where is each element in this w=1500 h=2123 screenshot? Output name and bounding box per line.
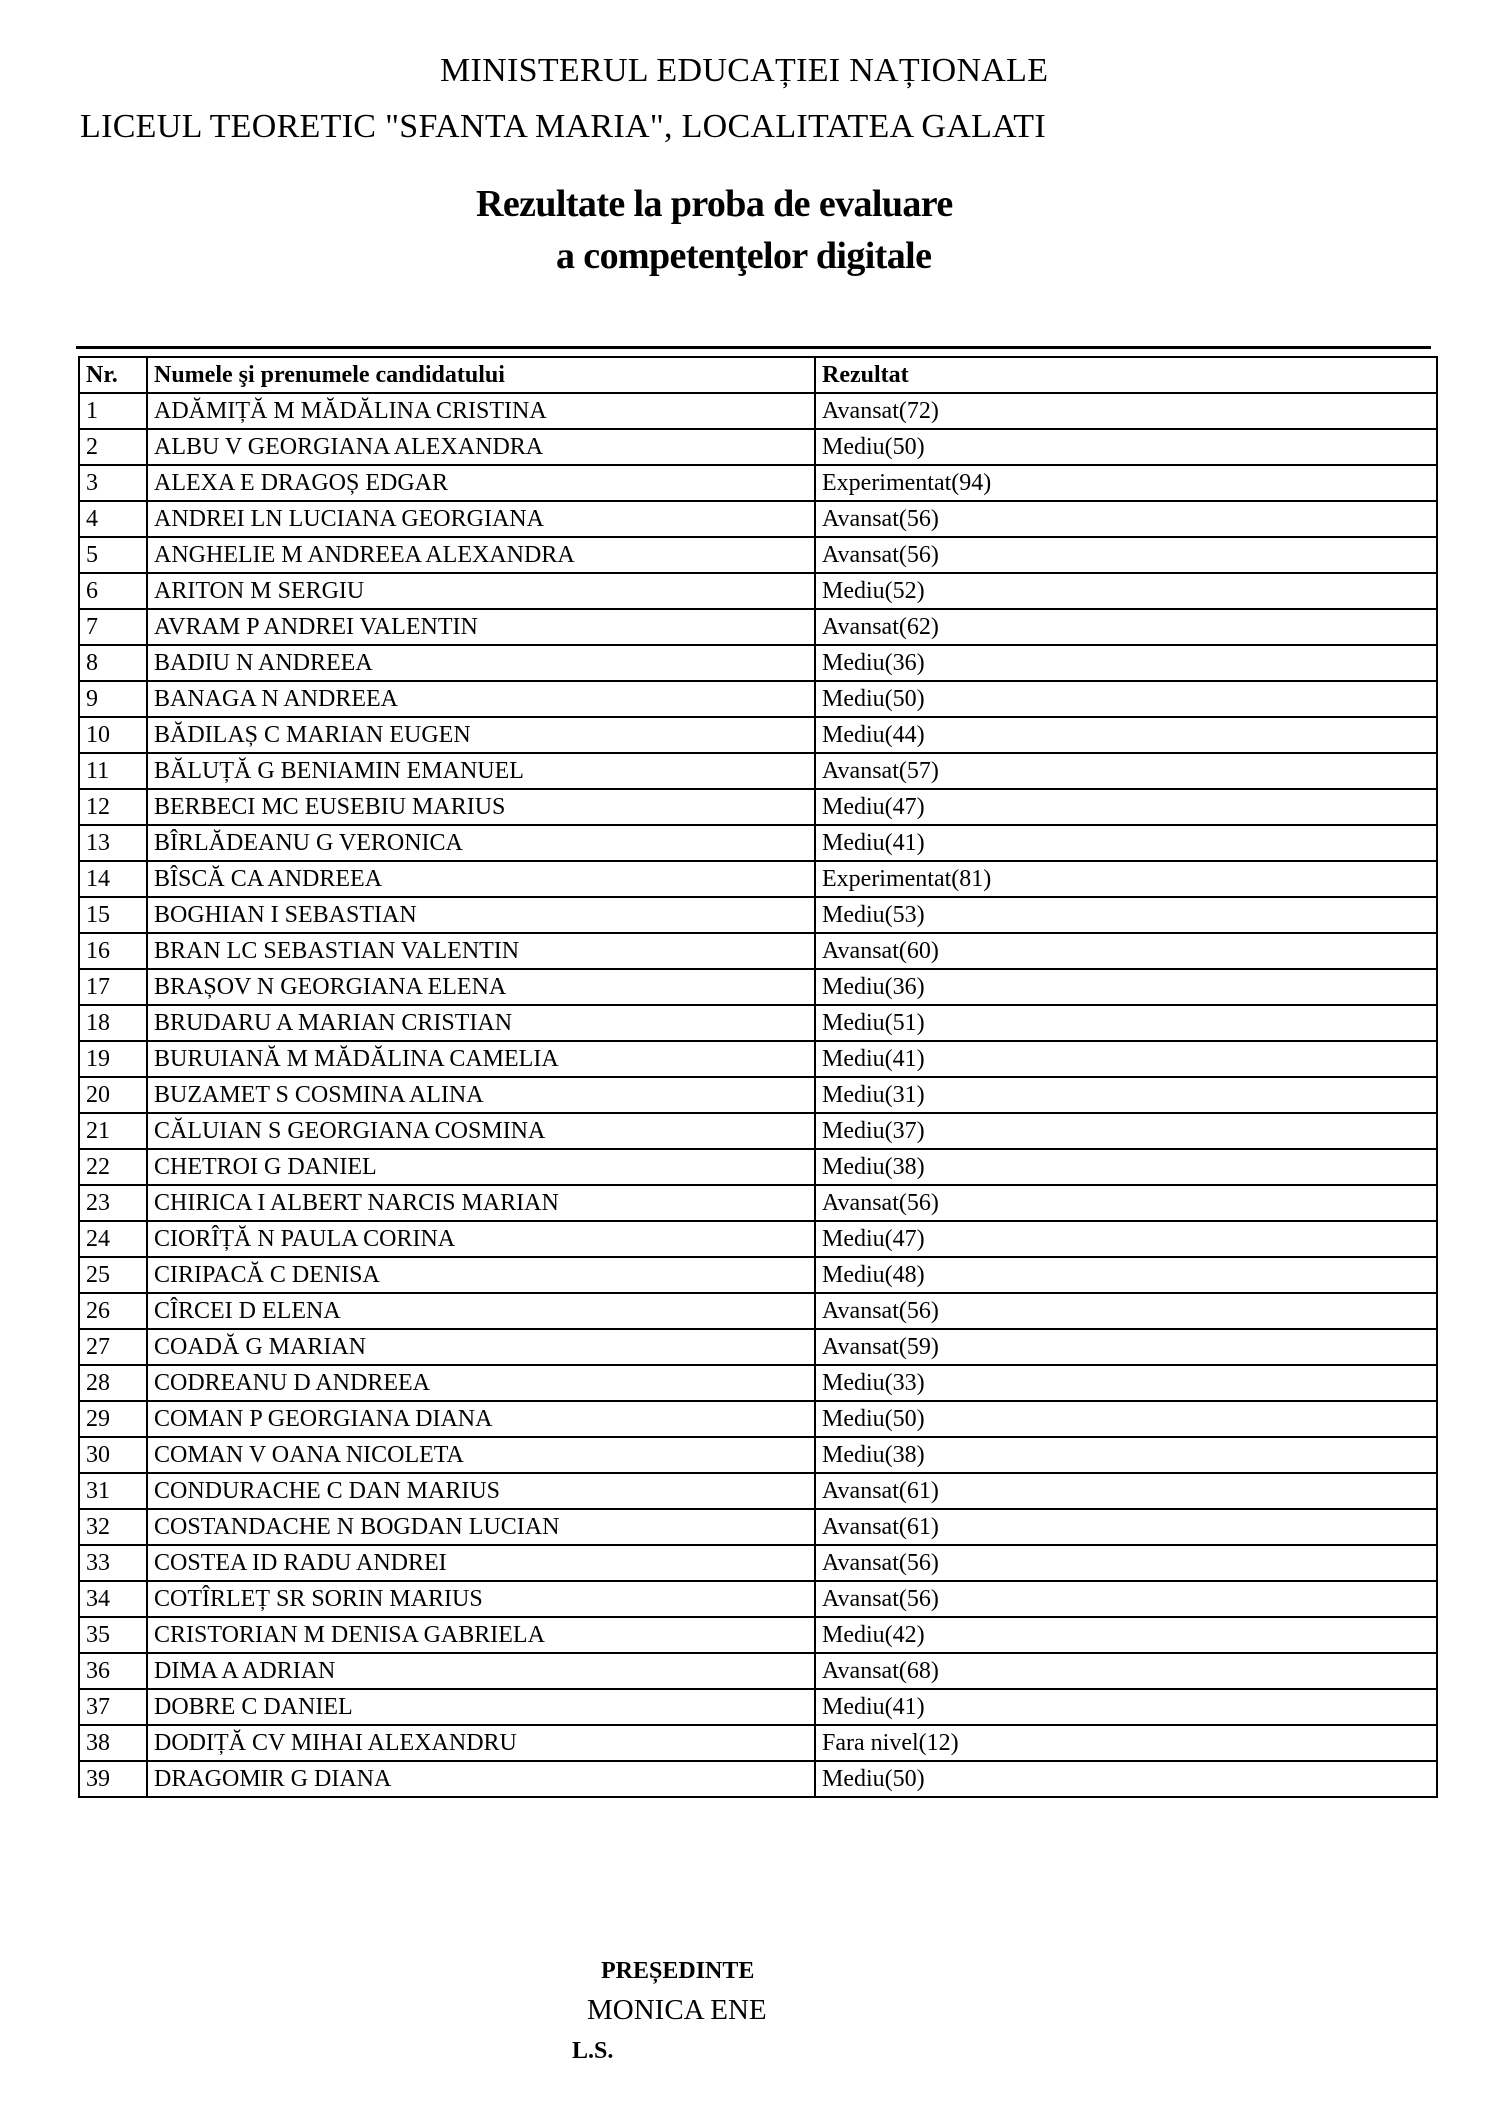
result-value: Mediu(36) (815, 969, 1437, 1005)
school-heading: LICEUL TEORETIC "SFANTA MARIA", LOCALITATEA GALATI (80, 108, 1046, 145)
results-table-body (79, 393, 1437, 1797)
table-row (79, 1113, 1437, 1149)
table-row (79, 897, 1437, 933)
table-row (79, 1077, 1437, 1113)
table-row (79, 1329, 1437, 1365)
table-row (79, 1041, 1437, 1077)
candidate-name: BRUDARU A MARIAN CRISTIAN (147, 1005, 815, 1041)
column-header-nr: Nr. (79, 357, 147, 393)
table-row (79, 645, 1437, 681)
candidate-name: CHIRICA I ALBERT NARCIS MARIAN (147, 1185, 815, 1221)
row-number: 17 (79, 969, 147, 1005)
row-number: 35 (79, 1617, 147, 1653)
row-number: 19 (79, 1041, 147, 1077)
result-value: Mediu(31) (815, 1077, 1437, 1113)
result-value: Mediu(41) (815, 1689, 1437, 1725)
table-row (79, 537, 1437, 573)
result-value: Mediu(41) (815, 825, 1437, 861)
table-row (79, 933, 1437, 969)
row-number: 20 (79, 1077, 147, 1113)
row-number: 15 (79, 897, 147, 933)
candidate-name: ANDREI LN LUCIANA GEORGIANA (147, 501, 815, 537)
candidate-name: BURUIANĂ M MĂDĂLINA CAMELIA (147, 1041, 815, 1077)
candidate-name: ARITON M SERGIU (147, 573, 815, 609)
table-row (79, 1005, 1437, 1041)
result-value: Avansat(61) (815, 1473, 1437, 1509)
result-value: Mediu(48) (815, 1257, 1437, 1293)
result-value: Mediu(53) (815, 897, 1437, 933)
ministry-heading: MINISTERUL EDUCAȚIEI NAȚIONALE (440, 52, 1049, 89)
table-row (79, 1437, 1437, 1473)
candidate-name: BĂLUȚĂ G BENIAMIN EMANUEL (147, 753, 815, 789)
result-value: Mediu(37) (815, 1113, 1437, 1149)
candidate-name: ALEXA E DRAGOȘ EDGAR (147, 465, 815, 501)
result-value: Mediu(51) (815, 1005, 1437, 1041)
candidate-name: COMAN P GEORGIANA DIANA (147, 1401, 815, 1437)
result-value: Fara nivel(12) (815, 1725, 1437, 1761)
row-number: 13 (79, 825, 147, 861)
candidate-name: CRISTORIAN M DENISA GABRIELA (147, 1617, 815, 1653)
candidate-name: BADIU N ANDREEA (147, 645, 815, 681)
candidate-name: ANGHELIE M ANDREEA ALEXANDRA (147, 537, 815, 573)
candidate-name: CONDURACHE C DAN MARIUS (147, 1473, 815, 1509)
result-value: Avansat(59) (815, 1329, 1437, 1365)
row-number: 24 (79, 1221, 147, 1257)
result-value: Mediu(50) (815, 1761, 1437, 1797)
table-row (79, 1149, 1437, 1185)
result-value: Avansat(62) (815, 609, 1437, 645)
row-number: 7 (79, 609, 147, 645)
table-header-row (79, 357, 1437, 393)
row-number: 33 (79, 1545, 147, 1581)
table-row (79, 1725, 1437, 1761)
result-value: Mediu(52) (815, 573, 1437, 609)
candidate-name: BRAȘOV N GEORGIANA ELENA (147, 969, 815, 1005)
table-row (79, 825, 1437, 861)
table-row (79, 789, 1437, 825)
header-divider (76, 346, 1431, 349)
result-value: Mediu(36) (815, 645, 1437, 681)
candidate-name: CÎRCEI D ELENA (147, 1293, 815, 1329)
row-number: 18 (79, 1005, 147, 1041)
result-value: Mediu(38) (815, 1437, 1437, 1473)
row-number: 1 (79, 393, 147, 429)
signature-name: MONICA ENE (587, 1994, 767, 2026)
result-value: Experimentat(81) (815, 861, 1437, 897)
candidate-name: COTÎRLEȚ SR SORIN MARIUS (147, 1581, 815, 1617)
table-row (79, 1257, 1437, 1293)
candidate-name: BUZAMET S COSMINA ALINA (147, 1077, 815, 1113)
candidate-name: BRAN LC SEBASTIAN VALENTIN (147, 933, 815, 969)
candidate-name: BÎSCĂ CA ANDREEA (147, 861, 815, 897)
table-row (79, 1545, 1437, 1581)
result-value: Mediu(41) (815, 1041, 1437, 1077)
table-row (79, 1581, 1437, 1617)
row-number: 36 (79, 1653, 147, 1689)
document-title-line-1: Rezultate la proba de evaluare (476, 183, 953, 225)
candidate-name: DRAGOMIR G DIANA (147, 1761, 815, 1797)
row-number: 16 (79, 933, 147, 969)
row-number: 27 (79, 1329, 147, 1365)
candidate-name: DIMA A ADRIAN (147, 1653, 815, 1689)
table-row (79, 1653, 1437, 1689)
row-number: 10 (79, 717, 147, 753)
result-value: Avansat(56) (815, 1293, 1437, 1329)
candidate-name: COSTANDACHE N BOGDAN LUCIAN (147, 1509, 815, 1545)
row-number: 28 (79, 1365, 147, 1401)
candidate-name: DODIȚĂ CV MIHAI ALEXANDRU (147, 1725, 815, 1761)
row-number: 2 (79, 429, 147, 465)
row-number: 26 (79, 1293, 147, 1329)
result-value: Avansat(72) (815, 393, 1437, 429)
result-value: Avansat(56) (815, 537, 1437, 573)
row-number: 3 (79, 465, 147, 501)
candidate-name: CIORÎȚĂ N PAULA CORINA (147, 1221, 815, 1257)
candidate-name: BOGHIAN I SEBASTIAN (147, 897, 815, 933)
candidate-name: ADĂMIȚĂ M MĂDĂLINA CRISTINA (147, 393, 815, 429)
result-value: Avansat(56) (815, 501, 1437, 537)
result-value: Avansat(57) (815, 753, 1437, 789)
table-row (79, 1617, 1437, 1653)
table-row (79, 393, 1437, 429)
signature-title: PREȘEDINTE (601, 1958, 755, 1984)
table-row (79, 1401, 1437, 1437)
row-number: 23 (79, 1185, 147, 1221)
row-number: 39 (79, 1761, 147, 1797)
result-value: Mediu(33) (815, 1365, 1437, 1401)
row-number: 34 (79, 1581, 147, 1617)
column-header-result: Rezultat (815, 357, 1437, 393)
table-row (79, 969, 1437, 1005)
row-number: 6 (79, 573, 147, 609)
table-row (79, 1473, 1437, 1509)
row-number: 11 (79, 753, 147, 789)
candidate-name: CĂLUIAN S GEORGIANA COSMINA (147, 1113, 815, 1149)
table-row (79, 1689, 1437, 1725)
stamp-label: L.S. (572, 2038, 614, 2064)
table-row (79, 1509, 1437, 1545)
table-row (79, 609, 1437, 645)
result-value: Mediu(50) (815, 1401, 1437, 1437)
table-row (79, 717, 1437, 753)
result-value: Mediu(47) (815, 1221, 1437, 1257)
candidate-name: AVRAM P ANDREI VALENTIN (147, 609, 815, 645)
table-row (79, 1761, 1437, 1797)
result-value: Avansat(56) (815, 1185, 1437, 1221)
result-value: Mediu(50) (815, 681, 1437, 717)
candidate-name: CHETROI G DANIEL (147, 1149, 815, 1185)
row-number: 29 (79, 1401, 147, 1437)
table-row (79, 1365, 1437, 1401)
table-row (79, 1293, 1437, 1329)
table-row (79, 753, 1437, 789)
row-number: 30 (79, 1437, 147, 1473)
result-value: Avansat(68) (815, 1653, 1437, 1689)
candidate-name: ALBU V GEORGIANA ALEXANDRA (147, 429, 815, 465)
result-value: Mediu(50) (815, 429, 1437, 465)
row-number: 38 (79, 1725, 147, 1761)
result-value: Avansat(56) (815, 1545, 1437, 1581)
table-row (79, 501, 1437, 537)
row-number: 4 (79, 501, 147, 537)
result-value: Mediu(47) (815, 789, 1437, 825)
candidate-name: COMAN V OANA NICOLETA (147, 1437, 815, 1473)
row-number: 25 (79, 1257, 147, 1293)
result-value: Mediu(44) (815, 717, 1437, 753)
result-value: Experimentat(94) (815, 465, 1437, 501)
row-number: 9 (79, 681, 147, 717)
candidate-name: BANAGA N ANDREEA (147, 681, 815, 717)
table-row (79, 1221, 1437, 1257)
row-number: 32 (79, 1509, 147, 1545)
candidate-name: BĂDILAȘ C MARIAN EUGEN (147, 717, 815, 753)
result-value: Avansat(56) (815, 1581, 1437, 1617)
candidate-name: CIRIPACĂ C DENISA (147, 1257, 815, 1293)
candidate-name: BERBECI MC EUSEBIU MARIUS (147, 789, 815, 825)
table-row (79, 681, 1437, 717)
row-number: 5 (79, 537, 147, 573)
column-header-name: Numele şi prenumele candidatului (147, 357, 815, 393)
result-value: Mediu(42) (815, 1617, 1437, 1653)
candidate-name: COADĂ G MARIAN (147, 1329, 815, 1365)
table-row (79, 573, 1437, 609)
candidate-name: BÎRLĂDEANU G VERONICA (147, 825, 815, 861)
candidate-name: DOBRE C DANIEL (147, 1689, 815, 1725)
row-number: 12 (79, 789, 147, 825)
row-number: 22 (79, 1149, 147, 1185)
result-value: Avansat(61) (815, 1509, 1437, 1545)
results-table (78, 356, 1438, 1798)
candidate-name: COSTEA ID RADU ANDREI (147, 1545, 815, 1581)
row-number: 14 (79, 861, 147, 897)
table-row (79, 1185, 1437, 1221)
row-number: 31 (79, 1473, 147, 1509)
result-value: Mediu(38) (815, 1149, 1437, 1185)
row-number: 21 (79, 1113, 147, 1149)
row-number: 37 (79, 1689, 147, 1725)
table-row (79, 465, 1437, 501)
result-value: Avansat(60) (815, 933, 1437, 969)
document-title-line-2: a competenţelor digitale (556, 235, 932, 277)
table-row (79, 429, 1437, 465)
table-row (79, 861, 1437, 897)
candidate-name: CODREANU D ANDREEA (147, 1365, 815, 1401)
row-number: 8 (79, 645, 147, 681)
